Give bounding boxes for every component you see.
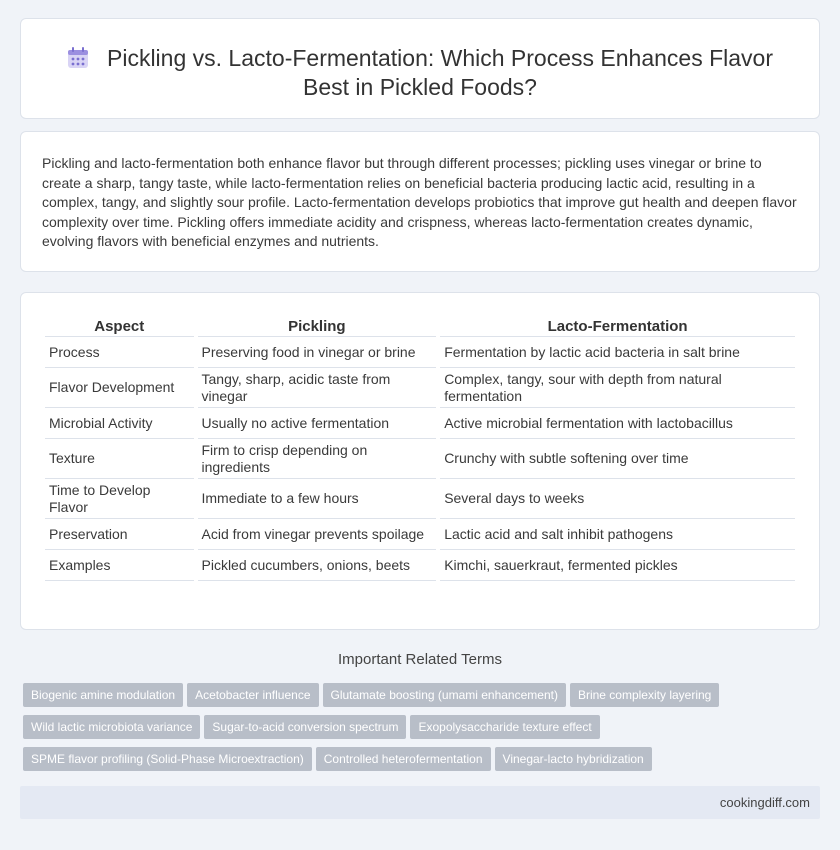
related-term-tag[interactable]: Brine complexity layering: [570, 683, 719, 707]
table-row: [45, 337, 795, 368]
table-cell: Active microbial fermentation with lactobacillus: [440, 408, 795, 439]
title-line-1: Pickling vs. Lacto-Fermentation: Which Process Enhances Flavor: [107, 45, 773, 71]
table-row: [45, 550, 795, 581]
table-cell: Kimchi, sauerkraut, fermented pickles: [440, 550, 795, 581]
table-cell: Time to Develop Flavor: [45, 479, 194, 519]
table-cell: Texture: [45, 439, 194, 479]
column-header-lacto: Lacto-Fermentation: [440, 315, 795, 337]
related-term-tag[interactable]: Controlled heterofermentation: [316, 747, 491, 771]
table-row: [45, 519, 795, 550]
table-cell: Firm to crisp depending on ingredients: [198, 439, 437, 479]
title-card: [20, 18, 820, 119]
table-cell: Preserving food in vinegar or brine: [198, 337, 437, 368]
table-cell: Pickled cucumbers, onions, beets: [198, 550, 437, 581]
related-term-tag[interactable]: Biogenic amine modulation: [23, 683, 183, 707]
table-cell: Fermentation by lactic acid bacteria in salt brine: [440, 337, 795, 368]
table-row: [45, 408, 795, 439]
table-row: [45, 479, 795, 519]
related-term-tag[interactable]: Sugar-to-acid conversion spectrum: [204, 715, 406, 739]
table-cell: Acid from vinegar prevents spoilage: [198, 519, 437, 550]
table-cell: Lactic acid and salt inhibit pathogens: [440, 519, 795, 550]
related-term-tag[interactable]: Exopolysaccharide texture effect: [410, 715, 599, 739]
comparison-card: [20, 292, 820, 630]
related-term-tag[interactable]: SPME flavor profiling (Solid-Phase Microextraction): [23, 747, 312, 771]
related-term-tag[interactable]: Wild lactic microbiota variance: [23, 715, 200, 739]
related-terms-title: Important Related Terms: [338, 651, 502, 668]
footer-site-link[interactable]: cookingdiff.com: [719, 795, 810, 810]
table-cell: Microbial Activity: [45, 408, 194, 439]
table-cell: Crunchy with subtle softening over time: [440, 439, 795, 479]
table-cell: Immediate to a few hours: [198, 479, 437, 519]
related-term-tag[interactable]: Vinegar-lacto hybridization: [495, 747, 652, 771]
column-header-pickling: Pickling: [198, 315, 437, 337]
table-cell: Preservation: [45, 519, 194, 550]
related-term-tag[interactable]: Acetobacter influence: [187, 683, 318, 707]
footer: [20, 786, 820, 819]
table-cell: Complex, tangy, sour with depth from natural fermentation: [440, 368, 795, 408]
table-cell: Several days to weeks: [440, 479, 795, 519]
column-header-aspect: Aspect: [45, 315, 194, 337]
table-cell: Tangy, sharp, acidic taste from vinegar: [198, 368, 437, 408]
intro-paragraph: Pickling and lacto-fermentation both enhance flavor but through different processes; pickling uses vinegar or brine to create a sharp, tangy taste, while lacto-fermentation relies on beneficial bacteria producing lactic acid, resulting in a complex, tangy, and slightly sour profile. Lacto-fermentation develops probiotics that improve gut health and deepen flavor complexity over time. Pickling offers immediate acidity and crispness, whereas lacto-fermentation creates dynamic, evolving flavors with beneficial enzymes and nutrients.: [42, 155, 797, 249]
table-cell: Process: [45, 337, 194, 368]
page-title: [21, 44, 819, 102]
intro-card: [20, 131, 820, 272]
table-row: [45, 368, 795, 408]
table-cell: Flavor Development: [45, 368, 194, 408]
related-term-tag[interactable]: Glutamate boosting (umami enhancement): [323, 683, 566, 707]
table-cell: Examples: [45, 550, 194, 581]
related-terms-list: [23, 683, 823, 779]
calendar-icon: [67, 47, 89, 69]
table-cell: Usually no active fermentation: [198, 408, 437, 439]
comparison-table: [41, 315, 799, 581]
table-row: [45, 439, 795, 479]
title-line-2: Best in Pickled Foods?: [303, 74, 537, 100]
